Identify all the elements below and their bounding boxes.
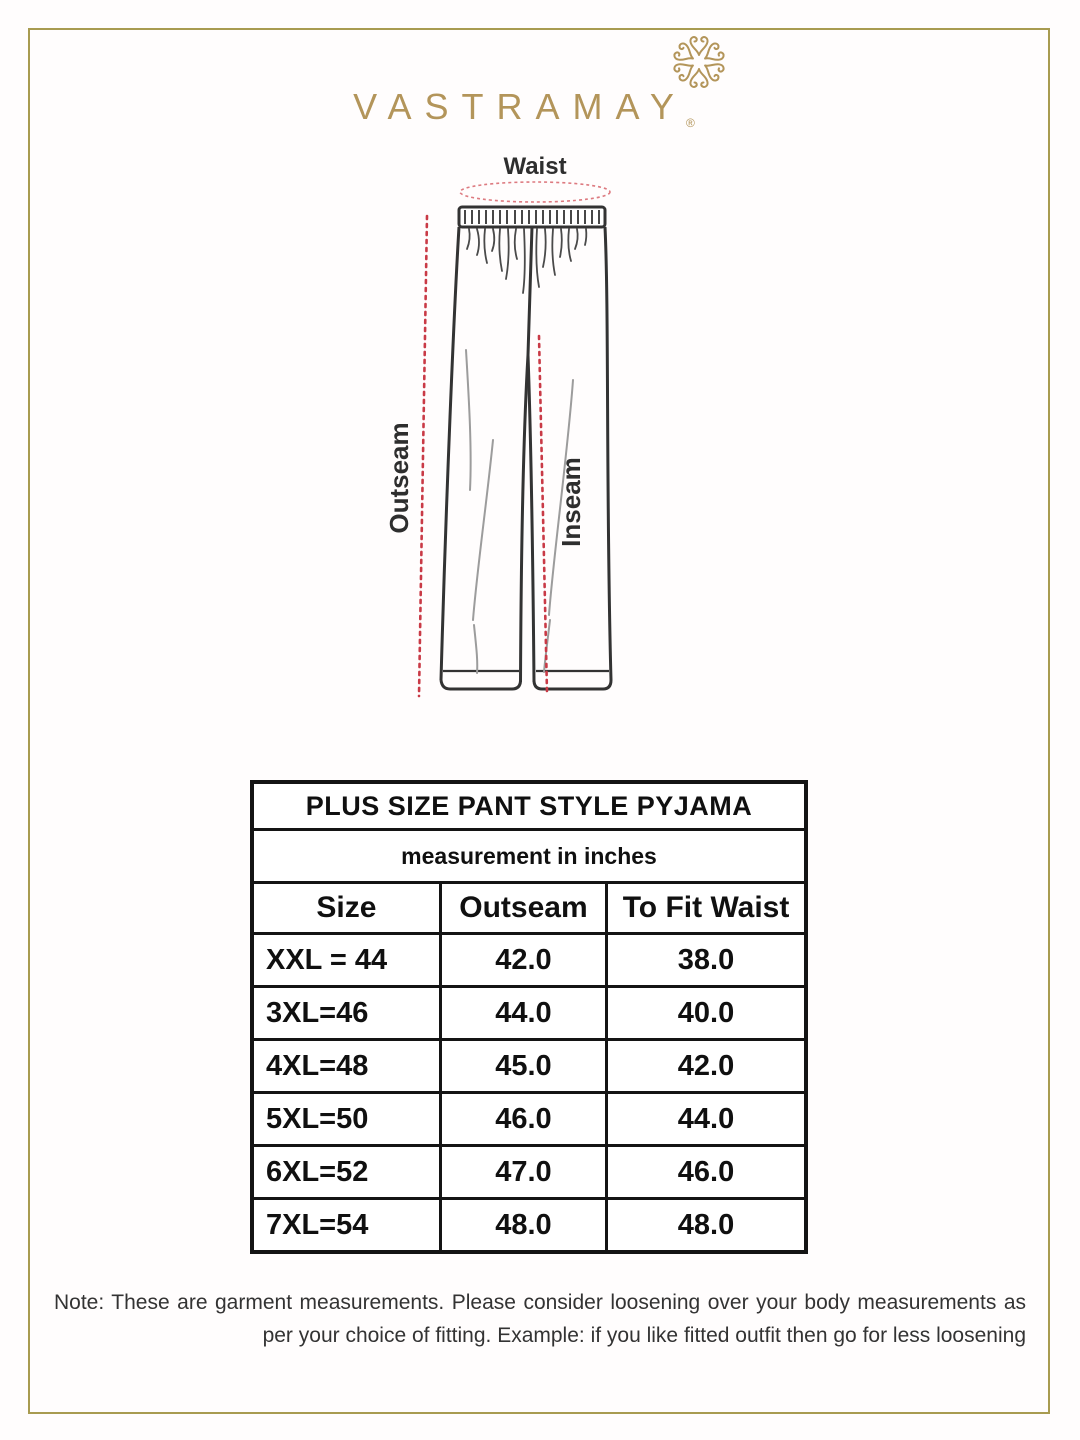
to-fit-waist-cell: 44.0 [607, 1093, 806, 1146]
inseam-label: Inseam [556, 457, 586, 547]
table-row [252, 934, 806, 987]
table-row [252, 1093, 806, 1146]
table-title-row [252, 782, 806, 830]
size-cell: 5XL=50 [252, 1093, 440, 1146]
outseam-cell: 45.0 [440, 1040, 606, 1093]
inseam-measure-line [539, 336, 547, 692]
measurement-note: Note: These are garment measurements. Please consider loosening over your body measurements as per your choice of fitting. Example: if you like fitted outfit then go for less loosening [54, 1291, 1026, 1347]
pyjama-measurement-diagram [365, 140, 695, 785]
outseam-cell: 48.0 [440, 1199, 606, 1253]
outseam-cell: 46.0 [440, 1093, 606, 1146]
column-header-size: Size [252, 883, 440, 934]
column-header-outseam: Outseam [440, 883, 606, 934]
brand-logo [0, 86, 1080, 128]
waist-label: Waist [503, 153, 567, 180]
brand-name: VASTRAMAY [353, 86, 687, 127]
outseam-cell: 44.0 [440, 987, 606, 1040]
table-row [252, 1040, 806, 1093]
size-cell: XXL = 44 [252, 934, 440, 987]
outseam-cell: 47.0 [440, 1146, 606, 1199]
to-fit-waist-cell: 42.0 [607, 1040, 806, 1093]
table-subtitle-row [252, 830, 806, 883]
registered-trademark: ® [686, 116, 695, 130]
outseam-label: Outseam [384, 422, 414, 534]
to-fit-waist-cell: 40.0 [607, 987, 806, 1040]
waist-measure-ellipse [460, 182, 610, 202]
table-row [252, 1146, 806, 1199]
to-fit-waist-cell: 48.0 [607, 1199, 806, 1253]
table-header-row [252, 883, 806, 934]
size-cell: 4XL=48 [252, 1040, 440, 1093]
column-header-to-fit-waist: To Fit Waist [607, 883, 806, 934]
to-fit-waist-cell: 46.0 [607, 1146, 806, 1199]
size-cell: 3XL=46 [252, 987, 440, 1040]
size-cell: 6XL=52 [252, 1146, 440, 1199]
waistband [459, 207, 605, 227]
table-subtitle: measurement in inches [252, 830, 806, 883]
size-cell: 7XL=54 [252, 1199, 440, 1253]
table-row [252, 987, 806, 1040]
drawstring-gathers [467, 229, 586, 293]
outseam-cell: 42.0 [440, 934, 606, 987]
table-title: PLUS SIZE PANT STYLE PYJAMA [252, 782, 806, 830]
to-fit-waist-cell: 38.0 [607, 934, 806, 987]
table-row [252, 1199, 806, 1253]
outseam-measure-line [419, 216, 427, 696]
brand-ornament-icon [671, 34, 727, 90]
brand-logo-wrap [353, 86, 695, 130]
size-chart-table [250, 780, 808, 1254]
